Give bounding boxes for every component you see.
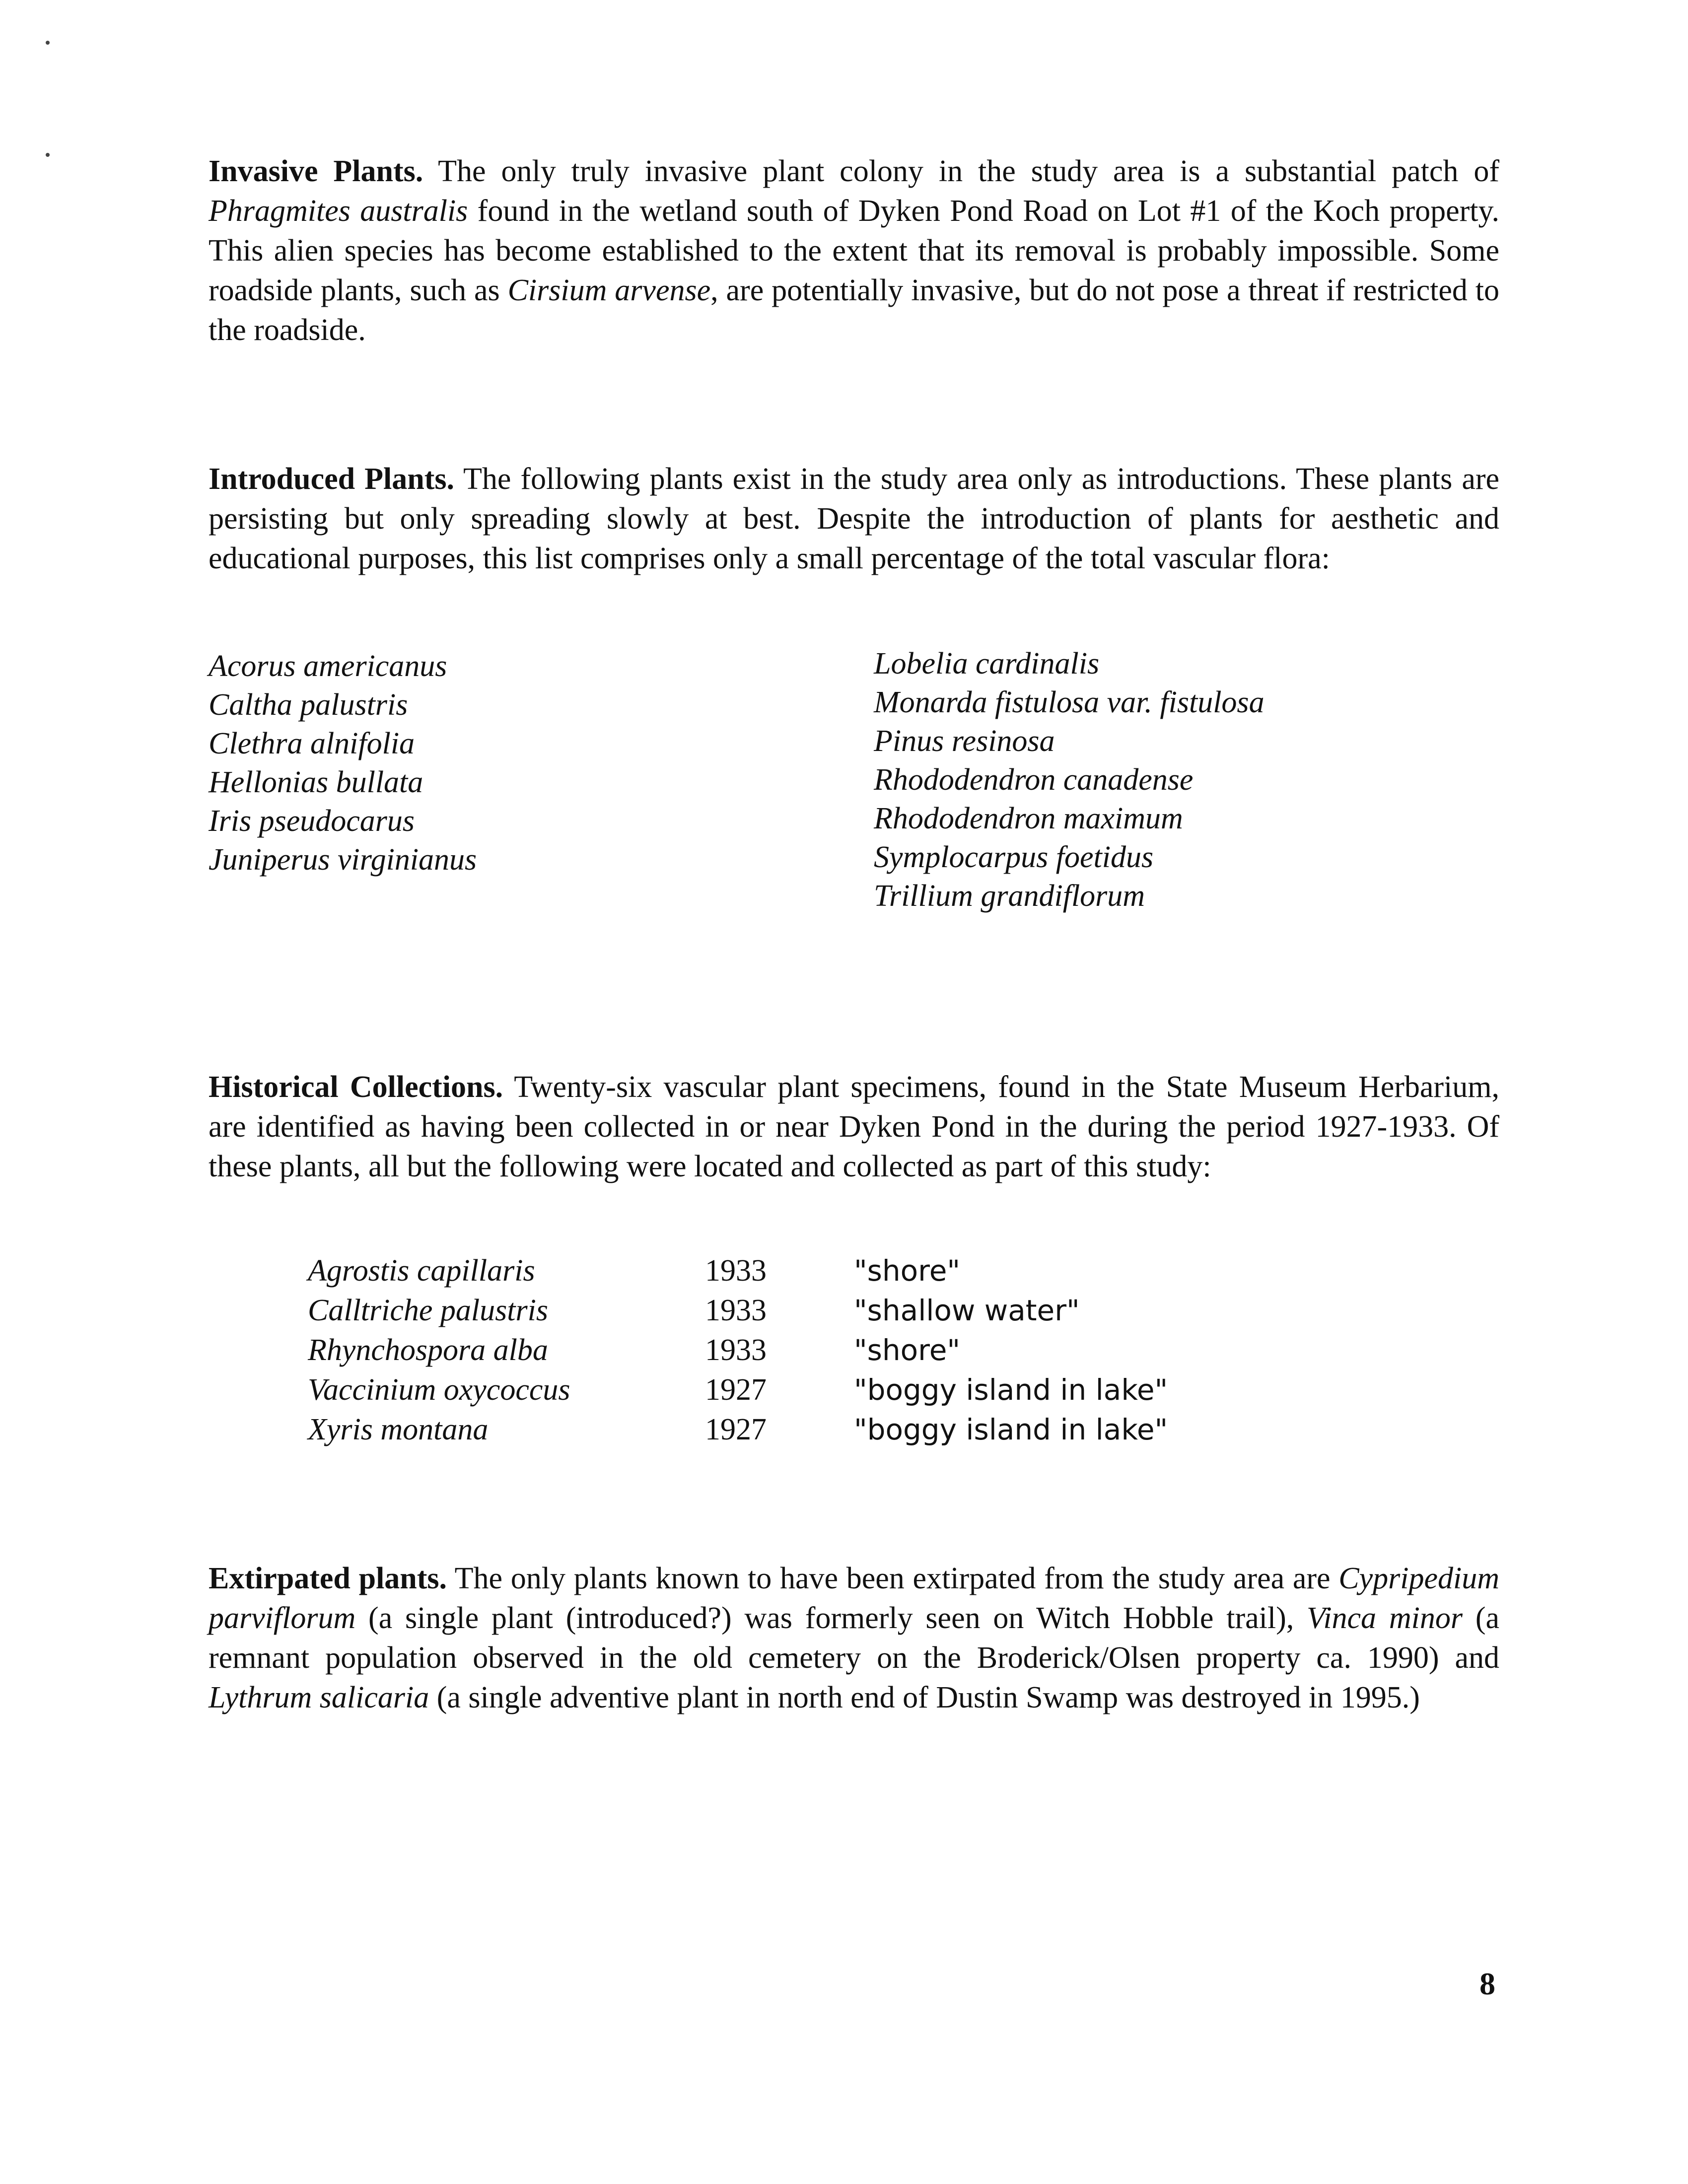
table-row	[308, 1330, 1168, 1370]
species-name: Lythrum salicaria	[209, 1681, 429, 1714]
introduced-plants-paragraph: Introduced Plants. The following plants exist in the study area only as introductions. These plants are persisting but only spreading slowly at best. Despite the introduction of plants for aesthetic and educational purposes, this list comprises only a small percentage of the total vascular flora:	[209, 462, 1499, 575]
habitat-cell: "shallow water"	[854, 1294, 1080, 1327]
introduced-plants-right-list	[874, 644, 1265, 915]
list-item: Iris pseudocarus	[209, 804, 415, 838]
species-cell: Rhynchospora alba	[308, 1333, 548, 1367]
list-item: Hellonias bullata	[209, 765, 423, 799]
introduced-plants-left-list	[209, 647, 477, 879]
list-item: Clethra alnifolia	[209, 727, 415, 760]
habitat-cell: "shore"	[854, 1333, 961, 1367]
list-item: Trillium grandiflorum	[874, 879, 1145, 913]
historical-collections-paragraph: Historical Collections. Twenty-six vascular plant specimens, found in the State Museum Herbarium, are identified as having been collected in or near Dyken Pond in the during the period 1927-1933. Of these plants, all but the following were located and collected as part of this study:	[209, 1070, 1499, 1183]
species-cell: Agrostis capillaris	[308, 1254, 535, 1288]
habitat-cell: "shore"	[854, 1254, 961, 1288]
historical-collections-heading: Historical Collections.	[209, 1070, 503, 1104]
extirpated-plants-heading: Extirpated plants.	[209, 1562, 447, 1595]
year-cell: 1933	[705, 1333, 767, 1367]
list-item: Caltha palustris	[209, 688, 408, 722]
table-row	[308, 1370, 1168, 1410]
species-name: Cypripedium parviflorum	[209, 1562, 1499, 1635]
species-cell: Xyris montana	[308, 1413, 489, 1446]
habitat-cell: "boggy island in lake"	[854, 1413, 1168, 1446]
species-cell: Calltriche palustris	[308, 1294, 548, 1327]
table-row	[308, 1291, 1168, 1330]
species-cell: Vaccinium oxycoccus	[308, 1373, 570, 1407]
habitat-cell: "boggy island in lake"	[854, 1373, 1168, 1407]
introduced-plants-heading: Introduced Plants.	[209, 462, 455, 496]
list-item: Rhododendron maximum	[874, 802, 1183, 835]
list-item: Juniperus virginianus	[209, 843, 477, 877]
species-name: Vinca minor	[1307, 1601, 1463, 1635]
invasive-plants-paragraph: Invasive Plants. The only truly invasive plant colony in the study area is a substantial patch of Phragmites australis found in the wetland south of Dyken Pond Road on Lot #1 of the Koch property. This alien species has become established to the extent that its removal is probably impossible. Some roadside plants, such as Cirsium arvense, are potentially invasive, but do not pose a threat if restricted to the roadside.	[209, 154, 1499, 347]
list-item: Symplocarpus foetidus	[874, 840, 1154, 874]
table-row	[308, 1251, 1168, 1291]
species-name: Phragmites australis	[209, 194, 468, 228]
scan-speck	[46, 153, 50, 157]
year-cell: 1933	[705, 1254, 767, 1288]
list-item: Pinus resinosa	[874, 724, 1055, 758]
table-row	[308, 1410, 1168, 1449]
invasive-plants-heading: Invasive Plants.	[209, 154, 423, 188]
extirpated-plants-paragraph: Extirpated plants. The only plants known to have been extirpated from the study area are Cypripedium parviflorum (a single plant (introduced?) was formerly seen on Witch Hobble trail), Vinca minor (a remnant population observed in the old cemetery on the Broderick/Olsen property ca. 1990) and Lythrum salicaria (a single adventive plant in north end of Dustin Swamp was destroyed in 1995.)	[209, 1562, 1499, 1714]
species-name: Cirsium arvense	[507, 273, 711, 307]
list-item: Monarda fistulosa var. fistulosa	[874, 685, 1265, 719]
list-item: Rhododendron canadense	[874, 763, 1194, 797]
year-cell: 1927	[705, 1413, 767, 1446]
year-cell: 1927	[705, 1373, 767, 1407]
historical-collections-table	[308, 1251, 1168, 1449]
list-item: Acorus americanus	[209, 649, 447, 683]
year-cell: 1933	[705, 1294, 767, 1327]
page-number: 8	[1479, 1966, 1495, 2001]
scan-speck	[46, 41, 50, 45]
list-item: Lobelia cardinalis	[874, 647, 1100, 681]
